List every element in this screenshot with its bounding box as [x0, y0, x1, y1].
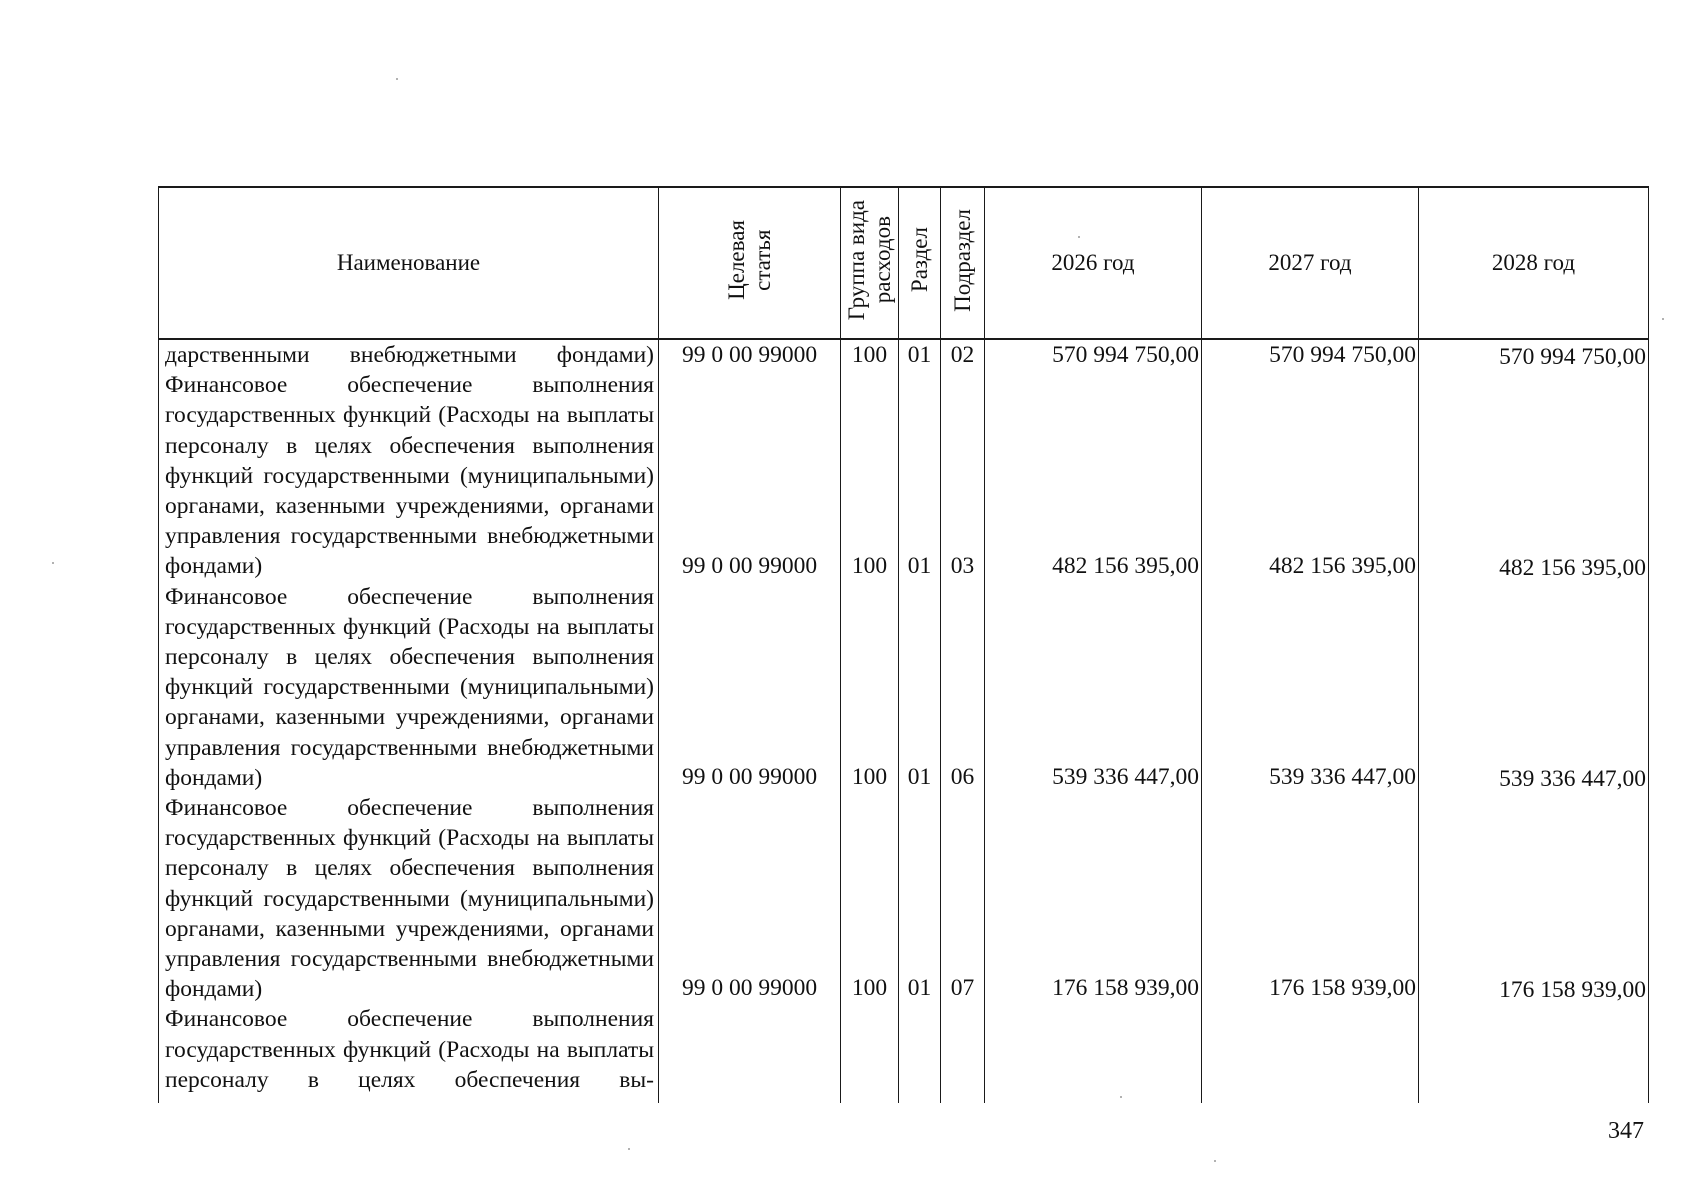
target-article-cell: 99 0 00 99000 [681, 553, 818, 579]
name-text: Финансовое обеспечение выполнения государственных функций (Расходы на выплаты персоналу в целях обеспечения вы- [165, 1006, 654, 1093]
year-2026-column [985, 339, 1202, 1103]
scan-speck [628, 1148, 630, 1150]
target-article-column [659, 339, 841, 1103]
header-year-2026-label: 2026 год [1051, 250, 1135, 275]
header-group-label [844, 200, 896, 320]
amount-2027-cell: 176 158 939,00 [1269, 975, 1416, 1001]
header-year-2028 [1419, 187, 1649, 339]
header-target-line2: статья [749, 229, 775, 291]
amount-2026-cell: 539 336 447,00 [1052, 764, 1199, 790]
amount-2028-cell: 176 158 939,00 [1499, 977, 1646, 1003]
target-article-cell: 99 0 00 99000 [681, 975, 818, 1001]
section-cell: 01 [907, 342, 932, 368]
target-article-cell: 99 0 00 99000 [681, 764, 818, 790]
subsection-cell: 03 [950, 553, 975, 579]
expense-group-column [841, 339, 899, 1103]
expense-group-cell: 100 [851, 342, 888, 368]
amount-2026-cell: 482 156 395,00 [1052, 553, 1199, 579]
header-section [899, 187, 941, 339]
page-number: 347 [1608, 1118, 1644, 1144]
name-text: дарственными внебюджетными фондами) [165, 342, 654, 368]
amount-2028-cell: 539 336 447,00 [1499, 766, 1646, 792]
header-subsection [941, 187, 985, 339]
subsection-column [941, 339, 985, 1103]
header-year-2028-label: 2028 год [1491, 250, 1576, 275]
header-year-2027 [1202, 187, 1419, 339]
header-name-label: Наименование [336, 250, 481, 275]
header-name [159, 187, 659, 339]
header-year-2027-label: 2027 год [1268, 250, 1352, 275]
section-column [899, 339, 941, 1103]
header-group-line2: расходов [869, 216, 895, 304]
scan-speck [396, 78, 398, 80]
target-article-cell: 99 0 00 99000 [681, 342, 818, 368]
amount-2027-cell: 482 156 395,00 [1269, 553, 1416, 579]
name-column [159, 339, 659, 1103]
subsection-cell: 02 [950, 342, 975, 368]
section-cell: 01 [907, 553, 932, 579]
header-subsection-label: Подраздел [949, 208, 975, 312]
header-group-line1: Группа вида [843, 199, 869, 321]
amount-2026-cell: 176 158 939,00 [1052, 975, 1199, 1001]
header-target-line1: Целевая [723, 220, 749, 300]
table-body [159, 339, 1649, 1103]
section-cell: 01 [907, 975, 932, 1001]
scan-speck [1662, 318, 1664, 320]
header-target-label [724, 220, 776, 300]
table-row [159, 339, 1649, 1103]
amount-2028-cell: 570 994 750,00 [1499, 344, 1646, 370]
subsection-cell: 06 [950, 764, 975, 790]
expense-group-cell: 100 [851, 764, 888, 790]
name-text: Финансовое обеспечение выполнения государственных функций (Расходы на выплаты персоналу в целях обеспечения выполнения функций государственными (муниципальными) органами, казенными учреждениями, органами управления государственными внебюджетными фондами) [165, 583, 654, 791]
section-cell: 01 [907, 764, 932, 790]
expense-group-cell: 100 [851, 553, 888, 579]
header-expense-group [841, 187, 899, 339]
amount-2027-cell: 539 336 447,00 [1269, 764, 1416, 790]
header-section-label: Раздел [906, 227, 932, 293]
amount-2028-cell: 482 156 395,00 [1499, 555, 1646, 581]
scan-speck [1214, 1160, 1216, 1162]
expense-group-cell: 100 [851, 975, 888, 1001]
table-header [159, 187, 1649, 339]
header-target-article [659, 187, 841, 339]
name-text: Финансовое обеспечение выполнения государственных функций (Расходы на выплаты персоналу в целях обеспечения выполнения функций государственными (муниципальными) органами, казенными учреждениями, органами управления государственными внебюджетными фондами) [165, 795, 654, 1003]
amount-2027-cell: 570 994 750,00 [1269, 342, 1416, 368]
year-2028-column [1419, 339, 1649, 1103]
scan-speck [52, 562, 54, 564]
header-year-2026 [985, 187, 1202, 339]
name-text: Финансовое обеспечение выполнения государственных функций (Расходы на выплаты персоналу в целях обеспечения выполнения функций государственными (муниципальными) органами, казенными учреждениями, органами управления государственными внебюджетными фондами) [165, 372, 654, 580]
year-2027-column [1202, 339, 1419, 1103]
amount-2026-cell: 570 994 750,00 [1052, 342, 1199, 368]
subsection-cell: 07 [950, 975, 975, 1001]
budget-table [158, 186, 1649, 1103]
